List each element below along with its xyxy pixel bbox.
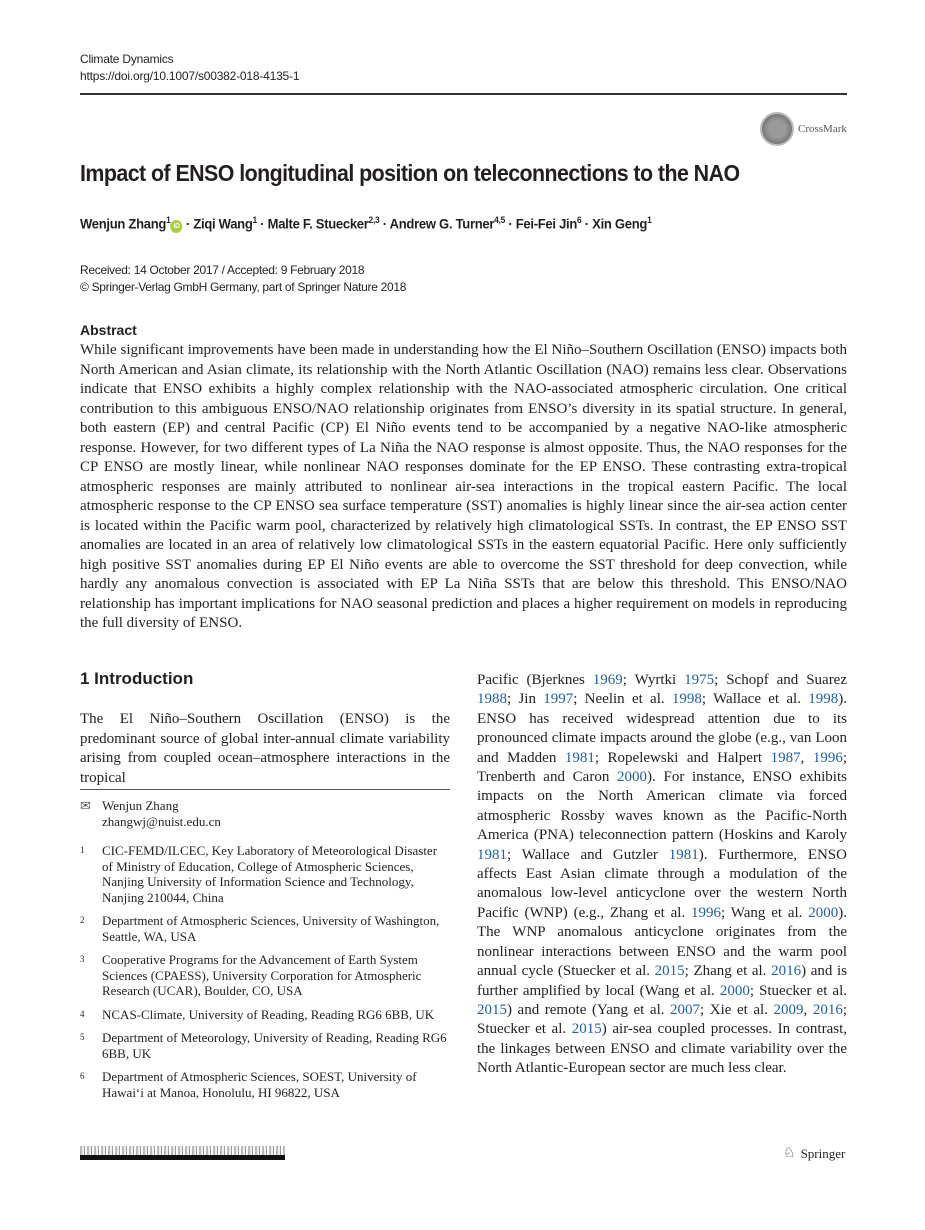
citation-link[interactable]: 1998 (808, 691, 839, 708)
crossmark-label: CrossMark (798, 123, 847, 135)
author-affiliation-number: 2,3 (368, 215, 380, 225)
body-text: ; Stuecker et al. (749, 982, 848, 999)
body-text: ; Wallace et al. (701, 691, 809, 708)
citation-link[interactable]: 2007 (670, 1001, 701, 1018)
citation-link[interactable]: 1975 (684, 672, 715, 688)
publication-dates (80, 262, 406, 296)
body-text: ) and remote (Yang et al. (507, 1001, 671, 1018)
correspondence-name: Wenjun Zhang (102, 798, 179, 813)
abstract-heading: Abstract (80, 322, 137, 338)
crossmark-button[interactable] (760, 112, 847, 146)
publisher-name: Springer (800, 1145, 846, 1161)
author-name[interactable]: Wenjun Zhang (80, 215, 167, 232)
citation-link[interactable]: 1969 (592, 672, 623, 688)
envelope-icon: ✉ (80, 798, 91, 813)
body-text: ; Jin (507, 691, 544, 708)
received-accepted: Received: 14 October 2017 / Accepted: 9 February 2018 (80, 263, 365, 277)
footnote-rule (80, 789, 450, 790)
body-text: ; Wyrtki (622, 672, 685, 688)
author-name[interactable]: Ziqi Wang (193, 215, 253, 232)
affiliation-number: 2 (80, 915, 85, 925)
intro-paragraph-right (477, 671, 847, 1079)
author-separator: · (256, 215, 268, 232)
author-name[interactable]: Xin Geng (592, 215, 648, 232)
affiliation (80, 843, 450, 905)
citation-link[interactable]: 2016 (771, 963, 802, 980)
body-text: ; Wallace and Gutzler (507, 846, 669, 863)
body-text: ). For instance, ENSO exhibits impacts on the North American climate via forced atmospheric Rossby waves known as the Pacific-North America (PNA) teleconnection pattern (Hoskins and Karoly (477, 769, 847, 844)
body-text: ). Furthermore, ENSO affects East Asian climate through a modulation of the anomalous low-level anticyclone over the western North Pacific (WNP) (e.g., Zhang et al. (477, 846, 847, 921)
citation-link[interactable]: 2015 (654, 963, 685, 980)
citation-link[interactable]: 1988 (477, 691, 507, 708)
body-text: ; Ropelewski and Halpert (594, 749, 771, 766)
body-text: ) air-sea coupled processes. In contrast, the linkages between ENSO and climate variability over the North Atlantic-European sector are much less clear. (477, 1021, 847, 1077)
abstract-text: While significant improvements have been made in understanding how the El Niño–Southern Oscillation (ENSO) impacts both North American and Asian climate, its relationship with the North Atlantic Oscillation (NAO) remains less clear. Observations indicate that ENSO exhibits a highly complex relationship with the NAO-associated atmospheric circulation. One critical contribution to this ambiguous ENSO/NAO relationship originates from ENSO’s diversity in its spatial structure. In general, both eastern (EP) and central Pacific (CP) El Niño events tend to be accompanied by a negative NAO-like atmospheric response. However, for two different types of La Niña the NAO response is almost opposite. Thus, the NAO responses for the CP ENSO are mostly linear, while nonlinear NAO responses dominate for the EP ENSO. These contrasting extra-tropical atmospheric responses are mainly attributed to nonlinear air-sea interactions in the tropical eastern Pacific. The local atmospheric response to the CP ENSO sea surface temperature (SST) anomalies is highly linear since the air-sea action center is located within the Pacific warm pool, characterized by relatively high climatological SSTs. In contrast, the EP ENSO SST anomalies are located in an area of relatively low climatological SSTs in the eastern equatorial Pacific. Here only sufficiently high positive SST anomalies during EP El Niño events are able to overcome the SST threshold for deep convection, while hardly any anomalous convection is associated with EP La Niña SSTs that are below this threshold. This ENSO/NAO relationship has important implications for NAO seasonal prediction and places a higher requirement on models in reproducing the full diversity of ENSO. (80, 342, 847, 631)
citation-link[interactable]: 1996 (691, 904, 722, 921)
correspondence-email[interactable]: zhangwj@nuist.edu.cn (102, 813, 221, 829)
author-separator: · (379, 215, 390, 232)
paper-title: Impact of ENSO longitudinal position on teleconnections to the NAO (80, 160, 740, 186)
affiliation (80, 952, 450, 999)
body-text: , (803, 1001, 813, 1018)
affiliation-number: 1 (80, 845, 85, 855)
citation-link[interactable]: 2015 (571, 1021, 602, 1038)
affiliations (80, 843, 450, 1100)
journal-name: Climate Dynamics (80, 52, 174, 66)
body-text: ; Wang et al. (721, 904, 809, 921)
author-separator: · (581, 215, 593, 232)
affiliation-text: Cooperative Programs for the Advancement of Earth System Sciences (CPAESS), University Corporation for Atmospheric Research (UCAR), Boulder, CO, USA (102, 952, 422, 998)
intro-paragraph-left: The El Niño–Southern Oscillation (ENSO) is the predominant source of global inter-annual climate variability arising from coupled ocean–atmosphere interactions in the tropical (80, 711, 450, 786)
introduction-heading: 1 Introduction (80, 669, 194, 688)
affiliation-number: 6 (80, 1071, 85, 1081)
body-text: ; Schopf and Suarez (714, 672, 848, 688)
body-text: ; Neelin et al. (573, 691, 672, 708)
body-text: , (800, 749, 813, 766)
affiliation (80, 913, 450, 944)
citation-link[interactable]: 1981 (668, 846, 699, 863)
citation-link[interactable]: 1981 (564, 749, 595, 766)
affiliation-number: 3 (80, 954, 85, 964)
affiliation-text: Department of Meteorology, University of Reading, Reading RG6 6BB, UK (102, 1030, 447, 1061)
citation-link[interactable]: 1996 (812, 749, 843, 766)
affiliation-number: 4 (80, 1008, 85, 1019)
citation-link[interactable]: 1987 (770, 749, 801, 766)
author-affiliation-number: 1 (647, 215, 652, 225)
body-text: ; Xie et al. (700, 1001, 774, 1018)
doi-link[interactable]: https://doi.org/10.1007/s00382-018-4135-1 (80, 69, 300, 83)
citation-link[interactable]: 2015 (477, 1001, 507, 1018)
affiliation-text: Department of Atmospheric Sciences, SOEST, University of Hawai‘i at Manoa, Honolulu, HI 96822, USA (102, 1069, 417, 1100)
author-affiliation-number: 6 (577, 215, 582, 225)
citation-link[interactable]: 1997 (543, 691, 574, 708)
springer-horse-icon: ♘ (783, 1146, 796, 1161)
citation-link[interactable]: 2000 (808, 904, 839, 921)
author-separator: · (504, 215, 516, 232)
body-text: Pacific (Bjerknes (477, 672, 593, 688)
correspondence (80, 798, 450, 829)
body-text: ; Trenberth and Caron (477, 749, 848, 786)
author-affiliation-number: 1 (252, 215, 257, 225)
author-name[interactable]: Malte F. Stuecker (267, 215, 369, 232)
header-rule (80, 93, 847, 95)
affiliation (80, 1007, 450, 1023)
body-text: ). ENSO has received widespread attention due to its pronounced climate impacts around the globe (e.g., van Loon and Madden (477, 691, 847, 766)
citation-link[interactable]: 2000 (617, 769, 648, 786)
affiliation (80, 1069, 450, 1100)
author-name[interactable]: Fei-Fei Jin (515, 215, 578, 232)
body-text: ; Stuecker et al. (477, 1001, 847, 1038)
citation-link[interactable]: 1981 (477, 846, 507, 863)
crossmark-icon (760, 112, 794, 146)
orcid-icon[interactable]: iD (170, 220, 182, 233)
body-text: ; Zhang et al. (684, 963, 772, 980)
affiliation-text: CIC-FEMD/ILCEC, Key Laboratory of Meteorological Disaster of Ministry of Education, College of Atmospheric Sciences, Nanjing University of Information Science and Technology, Nanjing 210044, China (102, 843, 438, 905)
body-text: ) and is further amplified by local (Wang et al. (477, 963, 847, 999)
author-name[interactable]: Andrew G. Turner (389, 215, 495, 232)
footer-barcode (80, 1146, 285, 1160)
citation-link[interactable]: 2009 (773, 1001, 804, 1018)
author-separator: · (182, 215, 194, 232)
affiliation (80, 1030, 450, 1061)
body-text: ). The WNP anomalous anticyclone originates from the nonlinear interactions between ENSO and the warm pool annual cycle (Stuecker et al. (477, 904, 848, 980)
footnotes (80, 798, 450, 1108)
citation-link[interactable]: 1998 (671, 691, 702, 708)
author-list (80, 215, 651, 233)
citation-link[interactable]: 2016 (812, 1001, 843, 1018)
author-affiliation-number: 4,5 (494, 215, 505, 225)
author-affiliation-number: 1 (166, 215, 171, 225)
affiliation-text: NCAS-Climate, University of Reading, Reading RG6 6BB, UK (102, 1006, 435, 1022)
citation-link[interactable]: 2000 (719, 982, 750, 999)
affiliation-number: 5 (80, 1032, 85, 1042)
journal-header (80, 51, 299, 85)
affiliation-text: Department of Atmospheric Sciences, University of Washington, Seattle, WA, USA (102, 913, 440, 944)
springer-logo (783, 1145, 845, 1162)
copyright: © Springer-Verlag GmbH Germany, part of Springer Nature 2018 (80, 280, 407, 294)
